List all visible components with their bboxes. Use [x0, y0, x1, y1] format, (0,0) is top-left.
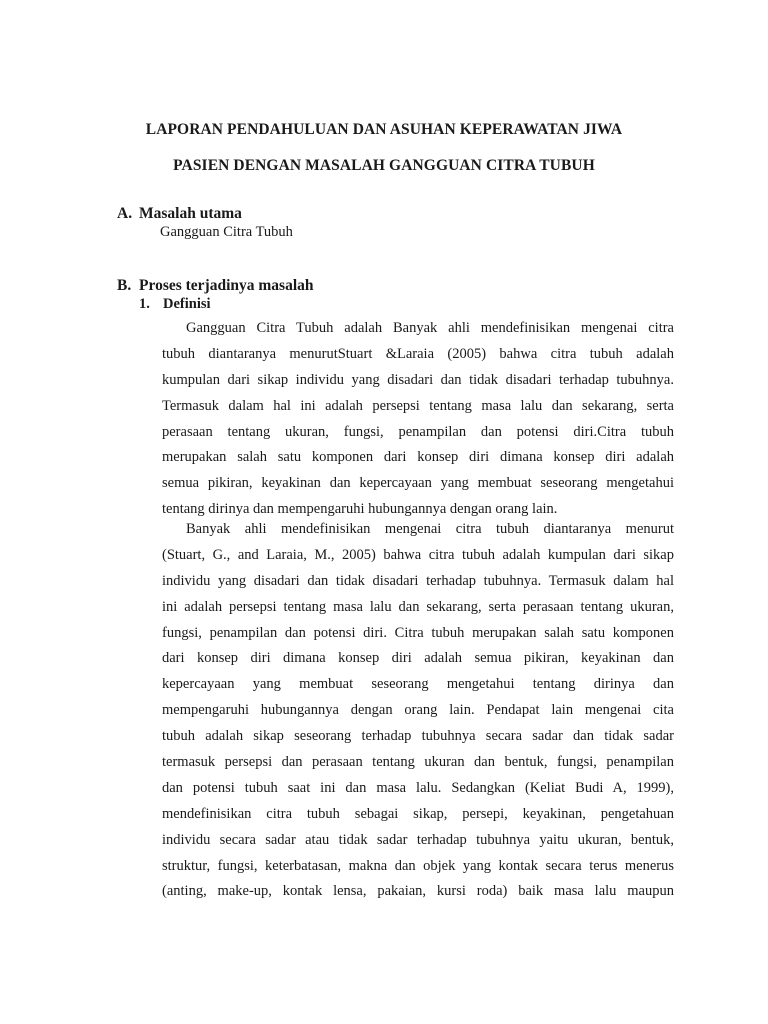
section-a-letter: A. [117, 205, 133, 222]
paragraph-line: (Stuart, G., and Laraia, M., 2005) bahwa citra tubuh adalah kumpulan dari sikap [162, 546, 674, 563]
paragraph-line: kumpulan dari sikap individu yang disadari dan tidak disadari terhadap tubuhnya. [162, 371, 674, 388]
paragraph-line: mendefinisikan citra tubuh sebagai sikap, persepi, keyakinan, pengetahuan [162, 805, 674, 822]
paragraph-line: semua pikiran, keyakinan dan kepercayaan yang membuat seseorang mengetahui [162, 475, 674, 492]
paragraph-line: mempengaruhi hubungannya dengan orang lain. Pendapat lain mengenai cita [162, 702, 674, 719]
document-title-line-1: LAPORAN PENDAHULUAN DAN ASUHAN KEPERAWATAN JIWA [145, 121, 623, 138]
paragraph-line: Termasuk dalam hal ini adalah persepsi tentang masa lalu dan sekarang, serta [162, 397, 674, 414]
section-b-letter: B. [117, 277, 132, 294]
subsection-1-title: Definisi [163, 296, 211, 312]
definition-paragraph-1 [162, 316, 674, 523]
paragraph-line: termasuk persepsi dan perasaan tentang ukuran dan bentuk, fungsi, penampilan [162, 754, 674, 771]
paragraph-line: tubuh diantaranya menurutStuart &Laraia (2005) bahwa citra tubuh adalah [162, 345, 674, 362]
paragraph-line: kepercayaan yang membuat seseorang mengetahui tentang dirinya dan [162, 676, 674, 693]
document-title-line-2: PASIEN DENGAN MASALAH GANGGUAN CITRA TUBUH [173, 157, 595, 174]
paragraph-line: individu secara sadar atau tidak sadar terhadap tubuhnya yaitu ukuran, bentuk, [162, 831, 674, 848]
section-b-heading [117, 277, 314, 295]
paragraph-line: tentang dirinya dan mempengaruhi hubungannya dengan orang lain. [162, 501, 558, 518]
paragraph-line: perasaan tentang ukuran, fungsi, penampilan dan potensi diri.Citra tubuh [162, 423, 674, 440]
section-a-content: Gangguan Citra Tubuh [160, 224, 293, 240]
section-a-title: Masalah utama [139, 205, 242, 222]
paragraph-line: fungsi, penampilan dan potensi diri. Citra tubuh merupakan salah satu komponen [162, 624, 674, 641]
paragraph-line: ini adalah persepsi tentang masa lalu dan sekarang, serta perasaan tentang ukuran, [162, 598, 674, 615]
paragraph-line: (anting, make-up, kontak lensa, pakaian, kursi roda) baik masa lalu maupun [162, 883, 674, 900]
paragraph-line: merupakan salah satu komponen dari konsep diri dimana konsep diri adalah [162, 449, 674, 466]
paragraph-line: Gangguan Citra Tubuh adalah Banyak ahli mendefinisikan mengenai citra [186, 320, 674, 336]
section-b-title: Proses terjadinya masalah [139, 277, 314, 294]
paragraph-line: individu yang disadari dan tidak disadari terhadap tubuhnya. Termasuk dalam hal [162, 572, 674, 589]
paragraph-line: dan potensi tubuh saat ini dan masa lalu. Sedangkan (Keliat Budi A, 1999), [162, 779, 674, 796]
paragraph-line: Banyak ahli mendefinisikan mengenai citra tubuh diantaranya menurut [186, 521, 674, 537]
definition-paragraph-2 [162, 517, 674, 905]
subsection-1-number: 1. [139, 296, 150, 312]
paragraph-line: struktur, fungsi, keterbatasan, makna dan objek yang kontak secara terus menerus [162, 857, 674, 874]
paragraph-line: dari konsep diri dimana konsep diri adalah semua pikiran, keyakinan dan [162, 650, 674, 667]
subsection-1-heading [139, 296, 211, 313]
section-a-heading [117, 205, 242, 223]
paragraph-line: tubuh adalah sikap seseorang terhadap tubuhnya secara sadar dan tidak sadar [162, 728, 674, 745]
